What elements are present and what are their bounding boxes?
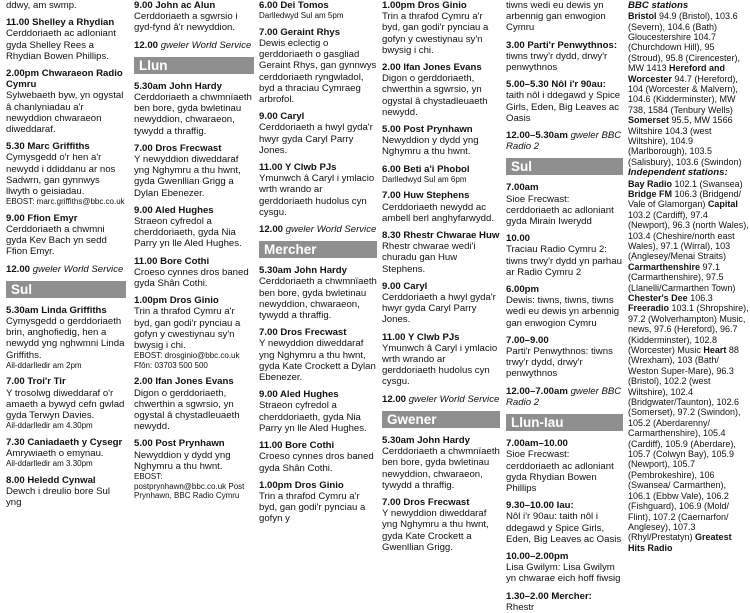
listing-entry xyxy=(506,233,623,278)
programme-description: Newyddion y dydd yng Nghymru a thu hwnt. xyxy=(382,135,479,158)
independent-stations-list xyxy=(628,179,750,554)
programme-title: 5.00 Post Prynhawn xyxy=(382,124,473,136)
programme-description: Straeon cyfredol a cherddoriaeth, gyda Nia Parry yn lle Aled Hughes. xyxy=(259,400,367,434)
programme-title: 11.00 Y Clwb PJs xyxy=(382,331,460,343)
station-frequencies: 102.1 (Swansea) xyxy=(674,178,743,189)
programme-time: 12.00 xyxy=(259,224,284,236)
programme-description: Sioe Frecwast: cerddoriaeth ac adloniant gyda Rhydian Bowen Phillips xyxy=(506,449,614,494)
station-name: Chester's Dee xyxy=(628,292,688,303)
programme-description: Y newyddion diweddaraf yng Nghymru a thu hwnt, gyda Kate Crockett a Dylan Ebenezer. xyxy=(259,338,376,384)
programme-title: 7.00–9.00 xyxy=(506,334,549,346)
programme-title: 2.00 Ifan Jones Evans xyxy=(134,376,234,388)
programme-title: 2.00pm Chwaraeon Radio Cymru xyxy=(6,68,123,91)
listing-entry xyxy=(134,376,254,432)
programme-title: 7.00 Dros Frecwast xyxy=(134,142,222,154)
programme-description: Dewis: tiwns, tiwns, tiwns wedi eu dewis yn arbennig gan enwogion Cymru xyxy=(506,295,620,329)
day-heading: Sul xyxy=(6,281,126,298)
listing-entry xyxy=(134,40,254,51)
day-heading: Mercher xyxy=(259,241,377,258)
programme-description: Sylwebaeth byw, yn ogystal â chanlyniadau a'r newyddion chwaraeon diweddaraf. xyxy=(6,90,124,136)
programme-title: 5.30am John Hardy xyxy=(259,265,347,277)
programme-description: tiwns wedi eu dewis yn arbennig gan enwogion Cymru xyxy=(506,0,606,34)
listing-column-4 xyxy=(382,0,500,553)
programme-title: 7.00 Dros Frecwast xyxy=(259,327,347,339)
programme-title: 1.00pm Dros Ginio xyxy=(134,295,219,307)
listing-entry xyxy=(506,551,623,585)
station-name: Bay Radio xyxy=(628,178,673,189)
listing-entry xyxy=(259,265,377,321)
programme-title: 11.00 Bore Cothi xyxy=(134,255,210,267)
programme-description: Cerddoriaeth a chwmnïaeth ben bore, gyda bwletinau newyddion, chwaraeon, tywydd a thraffig. xyxy=(259,276,377,322)
listing-entry xyxy=(506,386,623,408)
day-heading: Sul xyxy=(506,158,623,175)
listing-entry xyxy=(6,141,126,207)
programme-description: Trin a thrafod Cymru a'r byd, gan godi'r pynciau a gofyn y cwestiynau sy'n bwysig i chi. xyxy=(134,306,241,352)
programme-title: 2.00 Ifan Jones Evans xyxy=(382,62,482,74)
programme-title: 11.00 Shelley a Rhydian xyxy=(6,17,115,29)
listing-entry xyxy=(259,27,377,105)
programme-description: Amrywiaeth o emynau. xyxy=(6,448,104,460)
programme-title: 7.00am–10.00 xyxy=(506,438,568,450)
programme-description: Cerddoriaeth newydd ac ambell berl anghyfarwydd. xyxy=(382,201,494,224)
station-name: Somerset xyxy=(628,115,670,126)
listing-entry xyxy=(382,0,500,56)
station-name: Heart xyxy=(703,345,727,355)
programme-title: 8.00 Heledd Cynwal xyxy=(6,474,96,486)
programme-title: 6.00 Dei Tomos xyxy=(259,0,329,11)
programme-title: 7.00 Huw Stephens xyxy=(382,190,470,202)
programme-title: 5.30am John Hardy xyxy=(382,434,470,446)
station-name: Hereford and Worcester xyxy=(628,63,726,84)
programme-description: Trin a thrafod Cymru a'r byd, gan godi'r pynciau a gofyn y xyxy=(259,490,366,525)
programme-title: 7.00 Geraint Rhys xyxy=(259,26,341,38)
programme-reference: gweler BBC Radio 2 xyxy=(506,130,622,153)
listing-entry xyxy=(134,0,254,34)
programme-title: 5.30 Marc Griffiths xyxy=(6,141,90,153)
day-heading: Gwener xyxy=(382,411,500,428)
station-frequencies: 94.9 (Bristol), 103.6 (Severn), 104.6 (Bath) Gloucestershire 104.7 (Churchdown Hill), 95 (Stroud), 95.8 (Cirencester), MW 1413 xyxy=(628,11,741,74)
station-frequencies: 106.3 xyxy=(690,292,713,303)
listing-entry xyxy=(259,480,377,525)
programme-description: Ymunwch â Caryl i ymlacio wrth wrando ar gerddoriaeth hudolus cyn cysgu. xyxy=(259,173,375,218)
programme-description: Rhestr xyxy=(506,601,535,613)
world-service-line xyxy=(6,264,126,275)
world-service-line xyxy=(506,386,623,408)
listing-entry xyxy=(382,332,500,388)
station-name: Freeradio xyxy=(628,303,670,314)
programme-note: EBOST: postprynhawn@bbc.co.uk Post Prynhawn, BBC Radio Cymru xyxy=(134,472,245,501)
world-service-line xyxy=(506,130,623,152)
programme-description: Nôl i'r 90au: taith nôl i ddegawd y Spice Girls, Eden, Big Leaves ac Oasis xyxy=(506,511,622,545)
stations-column xyxy=(628,0,750,553)
programme-title: 10.00 xyxy=(506,233,531,245)
programme-description: Trin a thrafod Cymru a'r byd, gan godi'r pynciau a gofyn y cwestiynau sy'n bwysig i chi. xyxy=(382,11,489,56)
station-name: Capital xyxy=(707,199,738,210)
programme-title: 7.00 Dros Frecwast xyxy=(382,496,470,508)
programme-description: Cerddoriaeth a chwmni gyda Kev Bach yn sedd Ffion Emyr. xyxy=(6,224,107,258)
station-frequencies: 97.1 (Carmarthenshire), 97.5 (Llanelli/Carmarthen Town) xyxy=(628,261,736,293)
programme-time: 12.00–7.00am xyxy=(506,385,568,397)
bbc-stations-list xyxy=(628,11,750,167)
day-heading: Llun-Iau xyxy=(506,414,623,431)
programme-description: Cerddoriaeth a chwmnïaeth ben bore, gyda bwletinau newyddion, chwaraeon, tywydd a thraffig. xyxy=(134,92,252,137)
programme-title: 5.30am John Hardy xyxy=(134,80,222,92)
programme-description: Cerddoriaeth a sgwrsio i gyd-fynd â'r newyddion. xyxy=(134,11,238,34)
programme-description: taith nôl i ddegawd y Spice Girls, Eden, Big Leaves ac Oasis xyxy=(506,90,621,124)
world-service-line xyxy=(382,394,500,405)
programme-description: Cerddoriaeth a hwyl gyda'r hwyr gyda Caryl Parry Jones. xyxy=(382,292,496,326)
station-name: Bridge FM xyxy=(628,188,672,199)
listing-entry xyxy=(506,438,623,494)
listing-entry xyxy=(6,68,126,135)
programme-time: 12.00 xyxy=(134,39,159,51)
programme-note: Darlledwyd Sul am 5pm xyxy=(259,11,344,21)
programme-description: Digon o gerddoriaeth, chwerthin a sgwrsio, yn ogystal â chystadleuaeth newydd. xyxy=(134,387,240,433)
listing-column-1 xyxy=(6,0,126,509)
listing-entry xyxy=(6,264,126,275)
programme-title: 6.00 Beti a'i Phobol xyxy=(382,163,470,175)
programme-title: 1.00pm Dros Ginio xyxy=(382,0,467,11)
listing-entry xyxy=(6,376,126,430)
programme-title: 9.00 Aled Hughes xyxy=(134,204,214,216)
listing-entry xyxy=(382,62,500,118)
programme-description: Y trosolwg diweddaraf o'r amaeth a bywyd cefn gwlad gyda Terwyn Davies. xyxy=(6,387,125,422)
programme-note: EBOST: drosginio@bbc.co.uk Ffôn: 03703 500 500 xyxy=(134,351,240,370)
listing-entry xyxy=(6,437,126,469)
programme-description: Dewis eclectig o gerddoriaeth o gasgliad Geraint Rhys, gan gynnwys cerddoriaeth ryngwladol, byd a thraciau Cymraeg arbrofol. xyxy=(259,38,377,106)
listing-entry xyxy=(134,438,254,500)
programme-description: Cymysgedd o'r hen a'r newydd i ddiddanu ar nos Sadwrn, gan gynnwys llwyth o geisiadau. xyxy=(6,152,116,198)
programme-title: 7.00 Troi'r Tir xyxy=(6,376,66,388)
listing-entry xyxy=(134,295,254,370)
programme-title: 5.30am Linda Griffiths xyxy=(6,304,107,316)
programme-note: Ail-ddarlledir am 2pm xyxy=(6,360,82,370)
listing-entry xyxy=(6,475,126,509)
programme-title: 7.30 Caniadaeth y Cysegr xyxy=(6,436,123,448)
listing-entry xyxy=(506,284,623,329)
station-frequencies: 103.2 (Cardiff), 97.4 (Newport), 96.3 (north Wales), 103.4 (Cheshire/north east Wales), 97.1 (Wirral), 103 (Anglesey/Menai Straits) xyxy=(628,209,749,262)
programme-description: Croeso cynnes dros baned gyda Shân Cothi. xyxy=(134,266,249,290)
programme-title: 9.00 Caryl xyxy=(382,280,428,292)
listing-entry xyxy=(134,256,254,290)
programme-description: Y newyddion diweddaraf yng Nghymru a thu hwnt, gyda Kate Crockett a Gwenllian Grigg. xyxy=(382,508,489,553)
bbc-stations-heading: BBC stations xyxy=(628,0,689,11)
programme-description: Ymunwch â Caryl i ymlacio wrth wrando ar gerddoriaeth hudolus cyn cysgu. xyxy=(382,342,498,388)
station-frequencies: 106.3 (Bridgend/ Vale of Glamorgan) xyxy=(628,188,742,210)
listing-entry xyxy=(506,591,623,613)
listing-entry xyxy=(259,111,377,156)
programme-reference: gweler World Service xyxy=(285,224,377,236)
world-service-line xyxy=(259,224,377,235)
programme-title: 7.00am xyxy=(506,182,539,194)
programme-title: 1.30–2.00 Mercher: xyxy=(506,590,592,602)
programme-title: 3.00 Parti'r Penwythnos: xyxy=(506,39,618,51)
programme-title: 10.00–2.00pm xyxy=(506,550,569,562)
programme-reference: gweler World Service xyxy=(32,263,124,275)
station-frequencies: 103.1 (Shropshire), 97.2 (Wolverhampton) Music, news, 97.6 (Hereford), 96.7 (Kidderminster), 102.8 (Worcester) Music xyxy=(628,303,749,355)
programme-description: Parti'r Penwythnos: tiwns trwy'r dydd, drwy'r penwythnos xyxy=(506,346,613,380)
listing-entry xyxy=(382,124,500,158)
listing-entry xyxy=(6,305,126,371)
listing-entry xyxy=(382,164,500,185)
programme-description: Dewch i dreulio bore Sul yng xyxy=(6,486,110,509)
listing-entry xyxy=(259,440,377,474)
programme-title: 9.00 John ac Alun xyxy=(134,0,216,11)
listing-entry xyxy=(382,394,500,405)
programme-title: 8.30 Rhestr Chwarae Huw xyxy=(382,230,500,242)
listing-entry xyxy=(506,335,623,380)
listing-entry xyxy=(6,17,126,62)
programme-note: Darlledwyd Sul am 6pm xyxy=(382,174,467,184)
programme-description: Rhestr chwarae wedi'i churadu gan Huw Stephens. xyxy=(382,241,476,275)
listing-entry xyxy=(6,213,126,258)
programme-description: Croeso cynnes dros baned gyda Shân Cothi. xyxy=(259,451,374,474)
programme-time: 12.00 xyxy=(6,263,31,275)
programme-title: 9.30–10.00 Iau: xyxy=(506,500,574,512)
listing-entry xyxy=(134,143,254,199)
programme-description: tiwns trwy'r dydd, drwy'r penwythnos xyxy=(506,50,608,74)
programme-reference: gweler World Service xyxy=(408,393,500,405)
programme-time: 12.00 xyxy=(382,393,407,405)
station-frequencies: 88 (Wrexham), 103 (Bath/ Weston Super-Mare), 96.3 (Bristol), 102.2 (west Wiltshire), 102.4 (Bridgwater/Taunton), 102.6 (Somerset), 97.2 (Swindon), 105.2 (Aberdarenny/ Carmarthenshire), 105.4 (Cardiff), 105.9 (Aberdare), 105.7 (Colwyn Bay), 105.9 (Newport), 105.7 (Pembrokeshire), 106 (Swansea/ Carmarthen), 106.1 (Ebbw Vale), 106.2 (Fishguard), 106.9 (Mold/ Flint), 107.2 (Caernarfon/ Anglesey), 107.3 (Rhyl/Prestatyn) xyxy=(628,345,741,543)
listing-entry xyxy=(259,224,377,235)
listing-entry xyxy=(506,130,623,152)
programme-title: 1.00pm Dros Ginio xyxy=(259,479,344,491)
programme-note: EBOST: marc.griffiths@bbc.co.uk xyxy=(6,197,125,207)
listing-column-5 xyxy=(506,0,623,613)
programme-note: Ail-ddarlledir am 4.30pm xyxy=(6,421,93,431)
programme-title: 9.00 Aled Hughes xyxy=(259,389,339,401)
listing-entry xyxy=(382,281,500,326)
programme-time: 12.00–5.30am xyxy=(506,130,568,142)
listing-entry xyxy=(259,327,377,383)
listing-entry xyxy=(506,182,623,227)
programme-description: Newyddion y dydd yng Nghymru a thu hwnt. xyxy=(134,449,231,472)
listing-entry xyxy=(506,40,623,74)
programme-reference: gweler BBC Radio 2 xyxy=(506,385,622,408)
world-service-line xyxy=(134,40,254,51)
station-name: Greatest Hits Radio xyxy=(628,532,732,553)
listing-entry xyxy=(6,0,126,11)
station-frequencies: 95.5, MW 1566 Wiltshire 104.3 (west Wiltshire), 104.9 (Marlborough), 103.5 (Salisbury), 103.6 (Swindon) xyxy=(628,115,742,167)
programme-description: Lisa Gwilym: Lisa Gwilym yn chwarae eich hoff fiwsig xyxy=(506,562,621,585)
independent-stations-heading: Independent stations: xyxy=(628,167,728,179)
listing-entry xyxy=(259,162,377,218)
listing-entry xyxy=(259,389,377,434)
programme-title: 9.00 Ffion Emyr xyxy=(6,212,78,224)
listing-entry xyxy=(506,500,623,545)
listing-entry xyxy=(134,81,254,137)
programme-title: 9.00 Caryl xyxy=(259,111,305,123)
programme-description: Cerddoriaeth a chwmnïaeth ben bore, gyda bwletinau newyddion, chwaraeon, tywydd a thraffig. xyxy=(382,446,500,491)
listing-entry xyxy=(382,230,500,275)
programme-reference: gweler World Service xyxy=(160,39,252,51)
programme-description: Digon o gerddoriaeth, chwerthin a sgwrsio, yn ogystal â chystadleuaeth newydd. xyxy=(382,73,488,118)
listing-entry xyxy=(134,205,254,250)
listing-column-3 xyxy=(259,0,377,525)
listing-entry xyxy=(382,190,500,224)
programme-title: 11.00 Bore Cothi xyxy=(259,440,335,452)
programme-title: 11.00 Y Clwb PJs xyxy=(259,162,337,174)
station-frequencies: 94.7 (Hereford), 104 (Worcester & Malvern), 104.6 (Kidderminster), MW 738, 1584 (Tenbury Wells) xyxy=(628,73,738,115)
programme-description: Cerddoriaeth ac adloniant gyda Shelley Rees a Rhydian Bowen Phillips. xyxy=(6,28,116,62)
programme-description: Straeon cyfredol a cherddoriaeth, gyda Nia Parry yn lle Aled Hughes. xyxy=(134,216,242,250)
station-name: Bristol xyxy=(628,11,657,22)
programme-description: Traciau Radio Cymru 2: tiwns trwy'r dydd yn parhau ar Radio Cymru 2 xyxy=(506,244,622,278)
programme-description: ddwy, am swmp. xyxy=(6,0,77,11)
listing-entry xyxy=(259,0,377,21)
listing-column-2 xyxy=(134,0,254,501)
listing-entry xyxy=(382,497,500,553)
programme-description: Cerddoriaeth a hwyl gyda'r hwyr gyda Caryl Parry Jones. xyxy=(259,122,373,156)
listing-entry xyxy=(506,0,623,34)
programme-description: Cymysgedd o gerddoriaeth brin, anghofiedig, hen a newydd yng nghwmni Linda Griffiths. xyxy=(6,316,125,361)
station-name: Carmarthenshire xyxy=(628,261,701,272)
programme-title: 6.00pm xyxy=(506,284,540,296)
programme-description: Sioe Frecwast: cerddoriaeth ac adloniant gyda Mirain Iwerydd xyxy=(506,193,614,228)
programme-description: Y newyddion diweddaraf yng Nghymru a thu hwnt, gyda Gwenllian Grigg a Dylan Ebenezer. xyxy=(134,154,241,199)
programme-note: Ail-ddarlledir am 3.30pm xyxy=(6,459,93,469)
listing-entry xyxy=(382,435,500,491)
programme-title: 5.00 Post Prynhawn xyxy=(134,438,225,450)
programme-title: 5.00–5.30 Nôl i'r 90au: xyxy=(506,79,606,91)
listing-entry xyxy=(506,79,623,124)
day-heading: Llun xyxy=(134,57,254,74)
